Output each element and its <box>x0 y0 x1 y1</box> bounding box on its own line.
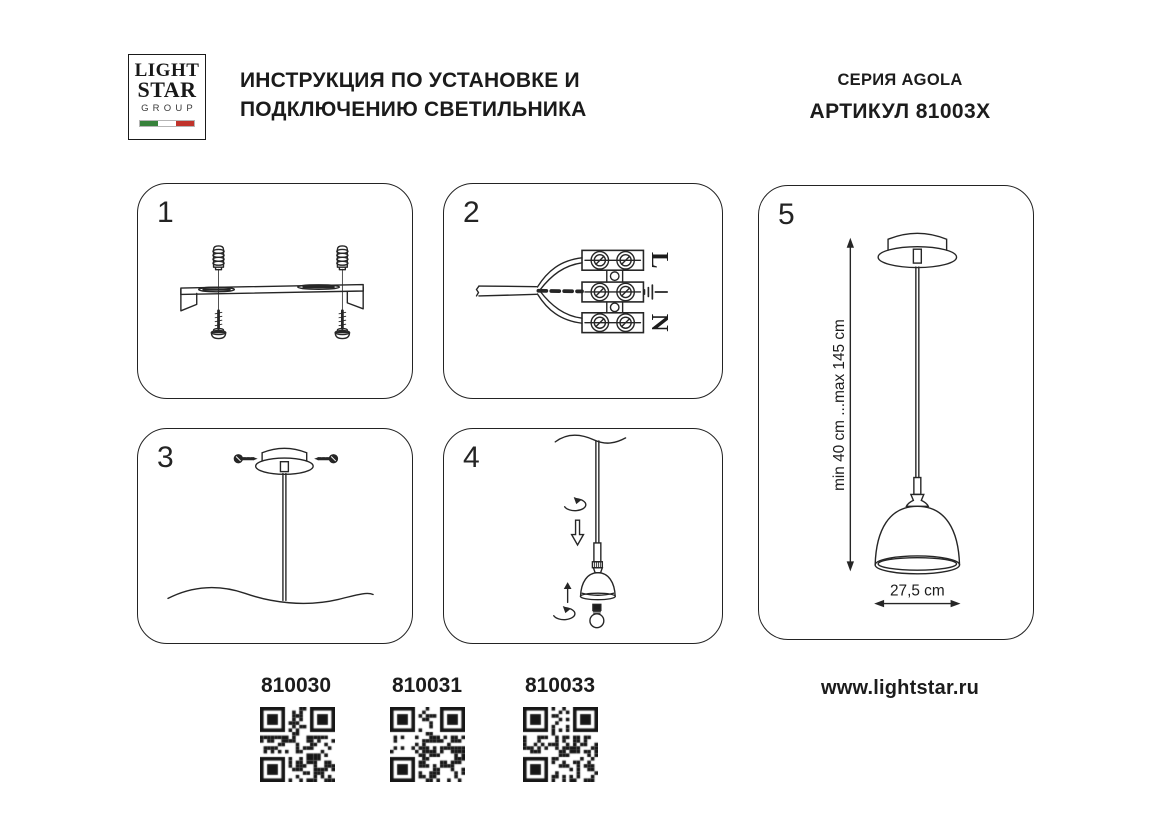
italian-flag-bar <box>139 120 195 127</box>
title-line-1: ИНСТРУКЦИЯ ПО УСТАНОВКЕ И <box>240 69 580 92</box>
flag-white <box>158 121 176 126</box>
logo-word-star: STAR <box>137 77 197 102</box>
wall-plug-icon <box>213 246 224 270</box>
qr-code <box>260 707 335 782</box>
down-arrow-icon <box>572 520 584 545</box>
neutral-label: N <box>645 313 673 332</box>
article-code: 810030 <box>260 674 332 697</box>
line-label: L <box>645 252 673 269</box>
title-line-2: ПОДКЛЮЧЕНИЮ СВЕТИЛЬНИКА <box>240 98 587 121</box>
step-1-number: 1 <box>157 196 174 229</box>
qr-code <box>390 707 465 782</box>
step-2-panel <box>443 183 723 399</box>
step-3-panel <box>137 428 413 644</box>
bracket-mounting-diagram <box>138 184 412 398</box>
wall-plug-icon <box>337 246 348 270</box>
article-label: АРТИКУЛ 81003X <box>809 100 991 123</box>
lamp-dimensions-diagram <box>759 186 1033 639</box>
diameter-label: 27,5 cm <box>889 582 945 600</box>
logo-word-light: LIGHT <box>134 60 200 81</box>
up-arrow-icon <box>564 582 572 602</box>
canopy-fixing-diagram <box>138 429 412 643</box>
step-3-number: 3 <box>157 441 174 474</box>
article-code: 810033 <box>524 674 596 697</box>
step-5-panel <box>758 185 1034 640</box>
ceiling-wave <box>168 588 373 604</box>
flag-red <box>176 121 194 126</box>
shade-assembly-diagram <box>444 429 722 643</box>
screw-icon <box>234 455 257 463</box>
screw-icon <box>314 455 337 463</box>
flag-green <box>140 121 158 126</box>
qr-code <box>523 707 598 782</box>
terminal-screws <box>585 252 640 332</box>
product-info <box>788 71 1012 124</box>
bulb-icon <box>590 604 604 627</box>
step-5-number: 5 <box>778 198 795 231</box>
series-label: СЕРИЯ AGOLA <box>837 71 963 89</box>
page-title <box>240 66 587 124</box>
width-dimension-arrow <box>874 600 960 607</box>
wiring-diagram <box>444 184 722 398</box>
rotate-arrow-icon <box>554 606 575 620</box>
rotate-arrow-icon <box>565 497 586 511</box>
step-4-number: 4 <box>463 441 480 474</box>
step-4-panel <box>443 428 723 644</box>
lightstar-logo <box>128 54 206 140</box>
step-1-panel <box>137 183 413 399</box>
logo-word-group: GROUP <box>141 103 197 114</box>
website-link: www.lightstar.ru <box>820 677 980 699</box>
earth-ground-icon <box>644 285 667 299</box>
article-code: 810031 <box>391 674 463 697</box>
screw-icon <box>335 311 349 339</box>
height-range-label: min 40 cm ...max 145 cm <box>830 319 848 491</box>
ceiling-wave <box>555 435 625 443</box>
screw-icon <box>211 311 225 339</box>
step-2-number: 2 <box>463 196 480 229</box>
